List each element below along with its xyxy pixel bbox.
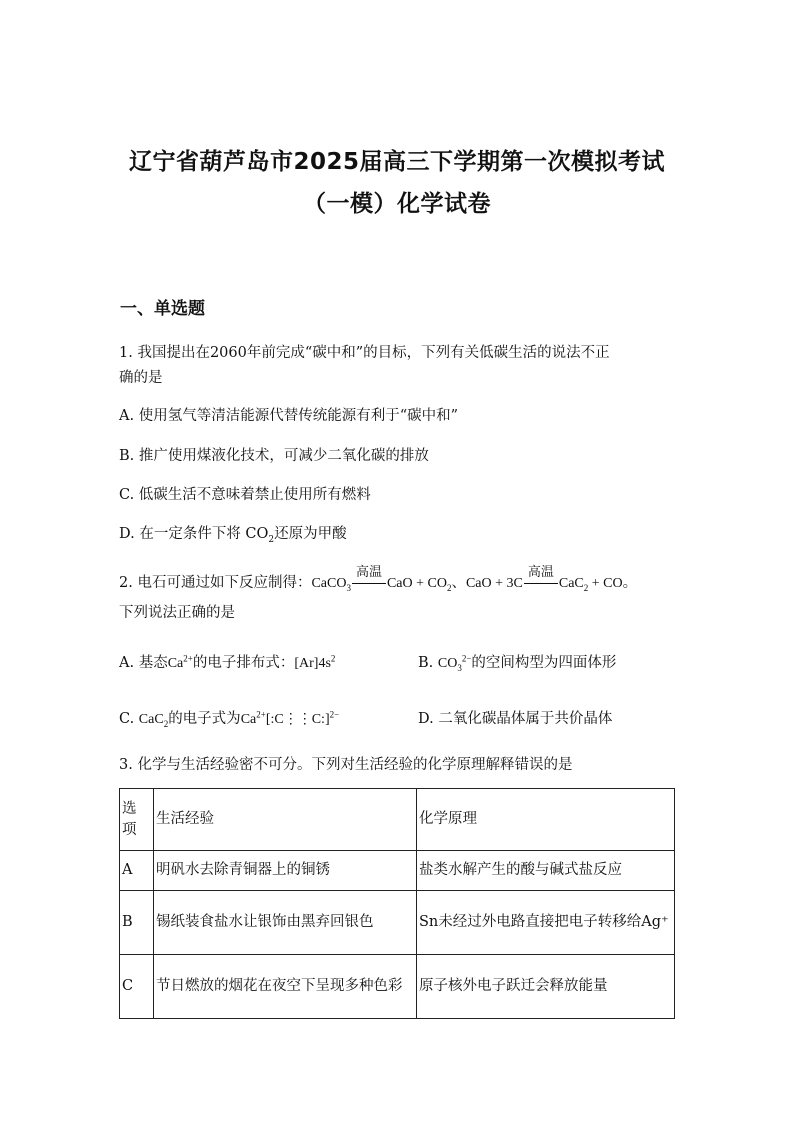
row-a-option: A [120, 851, 154, 891]
doc-title-line1: 辽宁省葫芦岛市2025届高三下学期第一次模拟考试 [128, 149, 665, 175]
q1-option-d [119, 522, 347, 545]
q1-option-d-post: 还原为甲酸 [274, 526, 347, 542]
q2-option-c-compound: CaC$_2$ [138, 712, 169, 729]
row-a-experience: 明矾水去除青铜器上的铜锈 [154, 851, 417, 891]
row-b-experience: 锡纸装食盐水让银饰由黑弃回银色 [154, 891, 417, 955]
q2-option-b: B. $CO_3^{2-}$的空间构型为四面体形 [418, 653, 617, 673]
q1-option-b: B. 推广使用煤液化技术，可减少二氧化碳的排放 [119, 448, 429, 464]
table-header-row [120, 789, 675, 851]
q1-stem-line2: 确的是 [119, 370, 163, 386]
q2-stem-line2: 下列说法正确的是 [119, 605, 235, 621]
q3-stem: 3. 化学与生活经验密不可分。下列对生活经验的化学原理解释错误的是 [119, 757, 573, 773]
row-b-principle: Sn未经过外电路直接把电子转移给Ag⁺ [417, 891, 675, 955]
q2-separator: 、 [451, 575, 466, 591]
row-a-principle: 盐类水解产生的酸与碱式盐反应 [417, 851, 675, 891]
q3-table [119, 788, 675, 1019]
q2-stem-line1 [119, 564, 638, 593]
q2-reaction-1: CaCO$_3$ 高温 CaO + $CO_2$ [311, 564, 452, 593]
q2-option-c-electron-formula: $Ca^{2+}[:C⋮⋮C:]^{2-}$ [240, 709, 340, 727]
q1-option-c: C. 低碳生活不意味着禁止使用所有燃料 [119, 487, 371, 503]
q2-reaction-2: CaO + 3C 高温 CaC$_2$ + CO [465, 564, 623, 593]
table-row [120, 851, 675, 891]
row-c-principle: 原子核外电子跃迁会释放能量 [417, 955, 675, 1019]
table-row [120, 891, 675, 955]
q1-option-a: A. 使用氢气等清洁能源代替传统能源有利于“碳中和” [119, 408, 459, 424]
table-row [120, 955, 675, 1019]
header-chemical-principle: 化学原理 [417, 789, 675, 851]
q1-option-d-sub: 2 [268, 534, 275, 545]
q2-option-d: D. 二氧化碳晶体属于共价晶体 [418, 711, 613, 727]
q2-end-mark: 。 [622, 575, 638, 591]
row-c-option: C [120, 955, 154, 1019]
q2-reaction-2-arrow: 高温 [524, 576, 558, 592]
row-c-experience: 节日燃放的烟花在夜空下呈现多种色彩 [154, 955, 417, 1019]
doc-title-line2: （一模）化学试卷 [303, 191, 491, 217]
q1-option-d-pre: D. 在一定条件下将 CO [119, 526, 269, 542]
q2-reaction-1-arrow: 高温 [352, 576, 386, 592]
section-heading: 一、单选题 [120, 299, 205, 319]
q2-option-c: C. CaC$_2$的电子式为$Ca^{2+}[:C⋮⋮C:]^{2-}$ [119, 709, 340, 729]
header-option: 选 项 [120, 789, 154, 851]
row-b-option: B [120, 891, 154, 955]
q2-option-a-ion: $Ca^{2+}$ [167, 653, 193, 671]
q2-option-a-config: $[Ar]4s^2$ [294, 653, 336, 671]
header-life-experience: 生活经验 [154, 789, 417, 851]
q2-option-b-ion: $CO_3^{2-}$ [437, 653, 472, 673]
q1-stem-line1: 1. 我国提出在2060年前完成“碳中和”的目标，下列有关低碳生活的说法不正 [119, 345, 610, 361]
q2-option-a: A. 基态$Ca^{2+}$的电子排布式：$[Ar]4s^2$ [119, 653, 336, 671]
q2-stem-pre: 2. 电石可通过如下反应制得： [119, 575, 312, 591]
